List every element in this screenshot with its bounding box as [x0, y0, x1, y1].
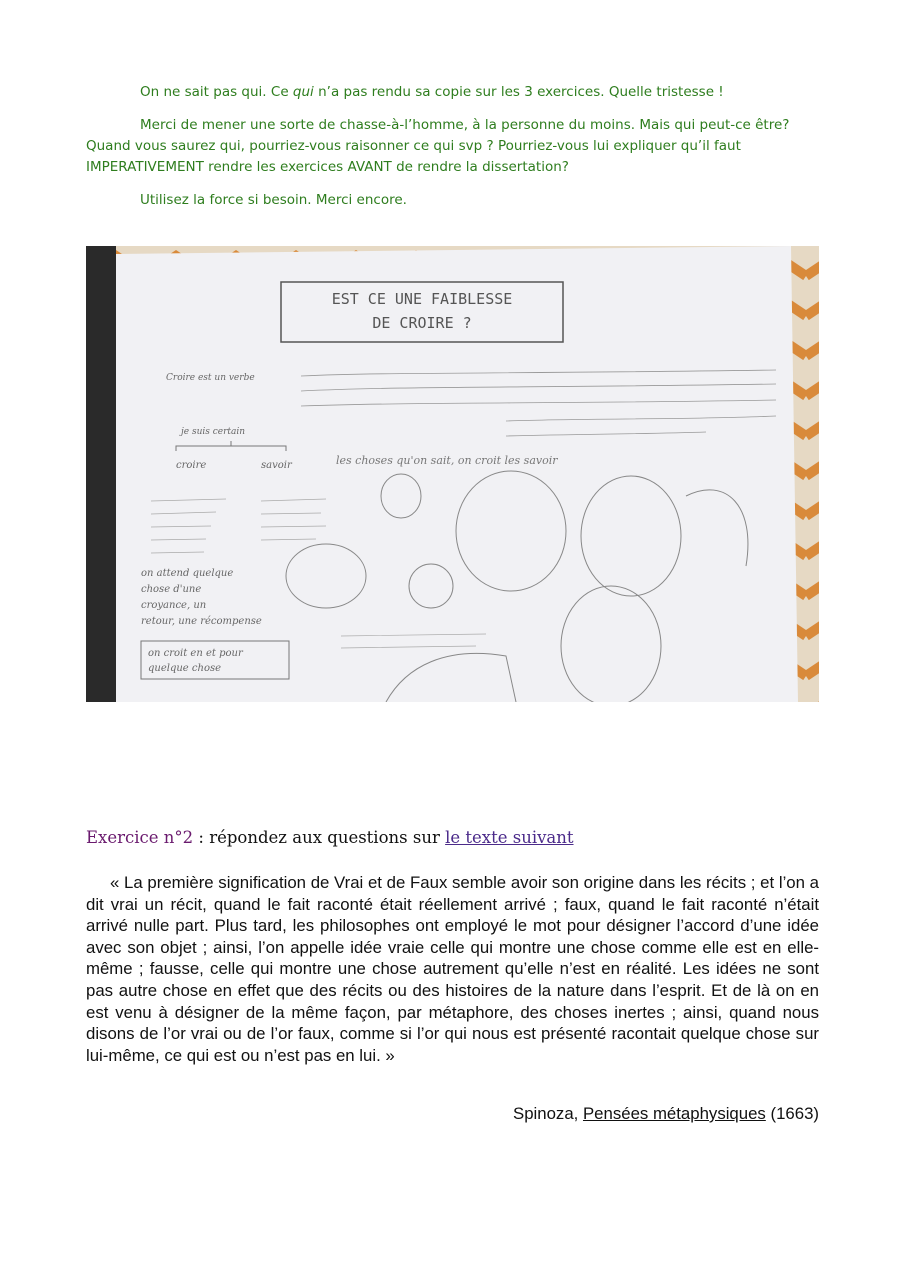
citation: [513, 1104, 819, 1124]
drawing-bottom-left-1: on attend quelque chose d'une croyance, un retour, une récompense: [141, 568, 262, 627]
exercise-heading: [86, 828, 574, 847]
citation-author: Spinoza,: [513, 1104, 583, 1123]
note-paragraph-2: Merci de mener une sorte de chasse-à-l’homme, à la personne du moins. Mais qui peut-ce être? Quand vous saurez qui, pourriez-vous raisonner ce qui svp ? Pourriez-vous lui expliquer qu’il faut IMPERATIVEMENT rendre les exercices AVANT de rendre la dissertation?: [86, 117, 790, 175]
drawing-heading-1: EST CE UNE FAIBLESSE: [331, 290, 513, 308]
drawing-tree-right: savoir: [261, 460, 292, 471]
drawing-tree-left: croire: [176, 460, 207, 471]
spinoza-quote: « La première signification de Vrai et de Faux semble avoir son origine dans les récits ; et l’on a dit vrai un récit, quand le fait raconté était réellement arrivé ; faux, quand le fait raconté n’était arrivé nulle part. Plus tard, les philosophes ont employé le mot pour désigner l’accord d’une idée avec son objet ; ainsi, l’on appelle idée vraie celle qui montre une chose comme elle est en elle-même ; fausse, celle qui montre une chose autrement qu’elle n’est en réalité. Les idées ne sont pas autre chose en effet que des récits ou des histoires de la nature dans l’esprit. Et de là on en est venu à désigner de la même façon, par métaphore, des choses inertes ; ainsi, quand nous disons de l’or vrai ou de l’or faux, comme si l’or qui nous est présenté racontait quelque chose sur lui-même, ce qui est ou n’est pas en lui. »: [86, 873, 819, 1065]
drawing-tree-top: je suis certain: [181, 427, 246, 437]
note-italic-word: qui: [292, 84, 314, 100]
exercise-number: Exercice n°2: [86, 828, 194, 847]
text-link[interactable]: le texte suivant: [445, 828, 574, 847]
drawing-illustration: [86, 246, 819, 702]
drawing-left-note: Croire est un verbe: [166, 373, 255, 383]
exercise-instruction: : répondez aux questions sur: [193, 828, 446, 847]
drawing-heading-2: DE CROIRE ?: [372, 314, 472, 332]
student-drawing-photo: [86, 246, 819, 702]
note-paragraph-1: On ne sait pas qui. Ce qui n’a pas rendu sa copie sur les 3 exercices. Quelle tristesse !: [140, 84, 724, 100]
teacher-notes: [86, 82, 806, 223]
citation-work: Pensées métaphysiques: [582, 1104, 766, 1123]
drawing-middle-phrase: les choses qu'on sait, on croit les savoir: [336, 454, 558, 467]
note-paragraph-3: Utilisez la force si besoin. Merci encore.: [140, 192, 407, 208]
drawing-bottom-left-2: on croit en et pour quelque chose: [148, 648, 243, 674]
citation-year: (1663): [765, 1104, 819, 1123]
